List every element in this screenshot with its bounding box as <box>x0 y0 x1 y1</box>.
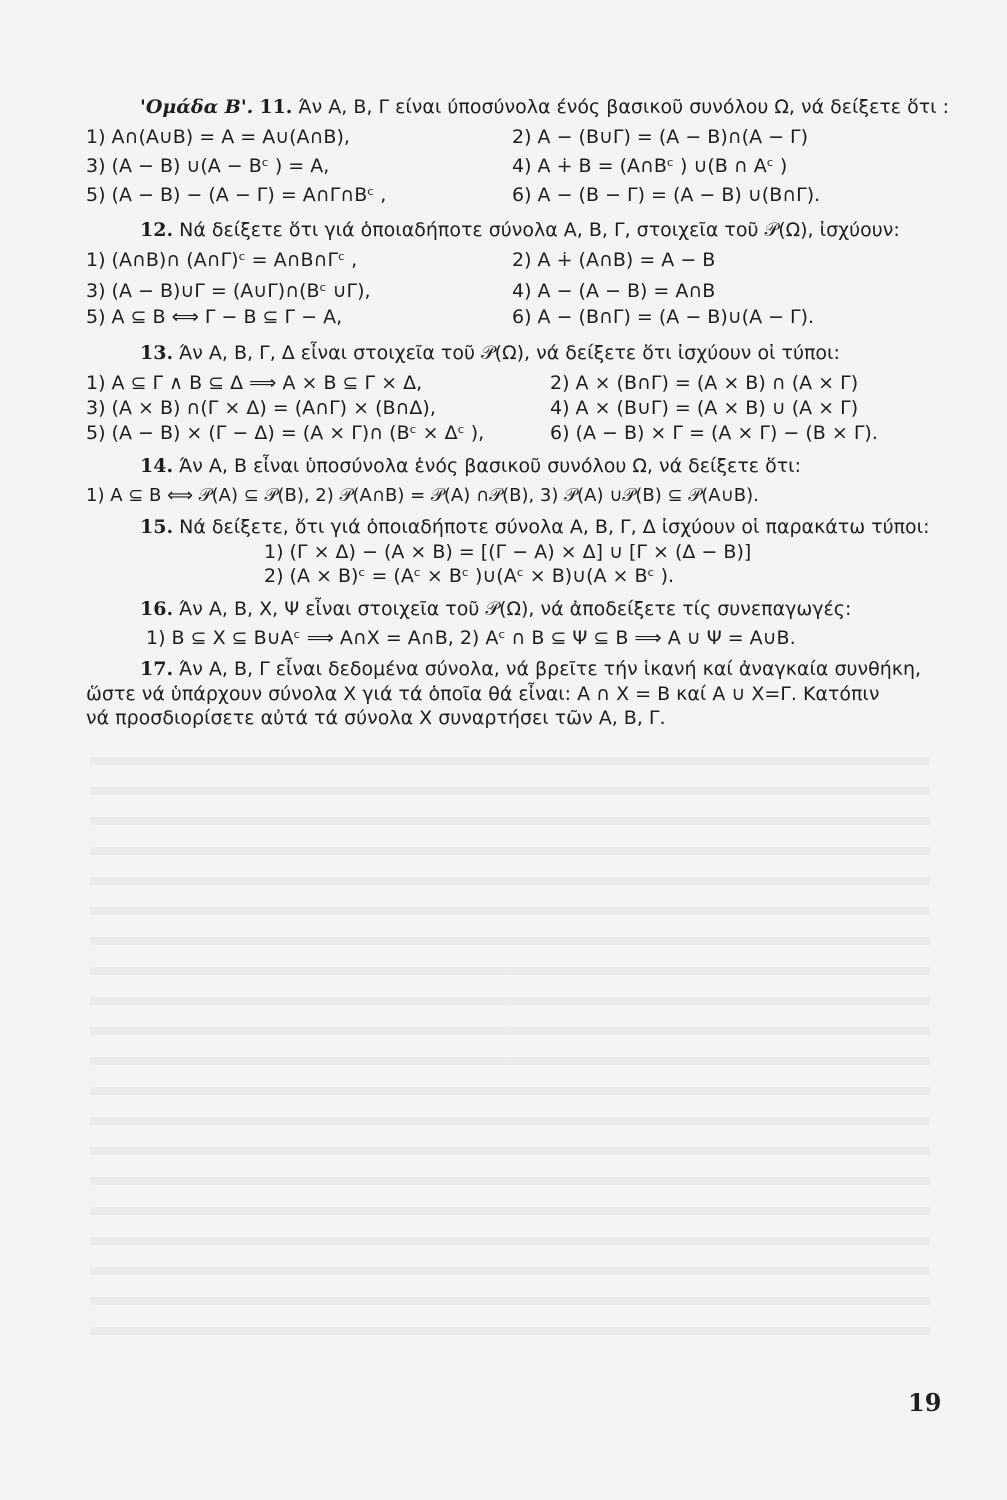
group-heading: 'Ομάδα Β'. <box>140 96 254 118</box>
exercise-text: Νά δείξετε ὅτι γιά ὁποιαδήποτε σύνολα Α, Β, Γ, στοιχεῖα τοῦ 𝒫(Ω), ἰσχύουν: <box>179 219 900 241</box>
formula-line: 5) (Α − Β) × (Γ − Δ) = (Α × Γ)∩ (Βᶜ × Δᶜ ), <box>86 422 485 444</box>
exercise-text: Νά δείξετε, ὅτι γιά ὁποιαδήποτε σύνολα Α, Β, Γ, Δ ἰσχύουν οἱ παρακάτω τύποι: <box>179 516 930 538</box>
exercise-text: Άν Α, Β, Χ, Ψ εἶναι στοιχεῖα τοῦ 𝒫(Ω), νά ἀποδείξετε τίς συνεπαγωγές: <box>179 598 852 620</box>
exercise-14-intro <box>140 454 801 478</box>
exercise-16-intro <box>140 597 851 621</box>
exercise-number: 15. <box>140 516 174 538</box>
exercise-13-intro <box>140 341 840 365</box>
formula-line: 1) Α ⊆ Γ ∧ Β ⊆ Δ ⟹ Α × Β ⊆ Γ × Δ, <box>86 372 423 394</box>
exercise-12-intro <box>140 218 900 242</box>
exercise-number: 12. <box>140 219 174 241</box>
bleed-through-shading <box>90 735 930 1355</box>
formula-line: 2) (Α × Β)ᶜ = (Αᶜ × Βᶜ )∪(Αᶜ × Β)∪(Α × Βᶜ ). <box>264 565 675 587</box>
formula-line: 3) (Α × Β) ∩(Γ × Δ) = (Α∩Γ) × (Β∩Δ), <box>86 397 436 419</box>
formula-line: 1) (Γ × Δ) − (Α × Β) = [(Γ − Α) × Δ] ∪ [Γ × (Δ − Β)] <box>264 541 752 563</box>
exercise-number: 14. <box>140 455 174 477</box>
exercise-text: Άν Α, Β, Γ εἶναι δεδομένα σύνολα, νά βρεῖτε τήν ἱκανή καί ἀναγκαία συνθήκη, <box>179 658 922 680</box>
formula-line: 4) Α × (Β∪Γ) = (Α × Β) ∪ (Α × Γ) <box>550 397 859 419</box>
exercise-15-intro <box>140 515 930 539</box>
exercise-text: Άν Α, Β εἶναι ὑποσύνολα ἑνός βασικοῦ συνόλου Ω, νά δείξετε ὅτι: <box>179 455 801 477</box>
formula-line: 3) (Α − Β) ∪(Α − Βᶜ ) = Α, <box>86 155 330 177</box>
exercise-number: 17. <box>140 658 174 680</box>
formula-line: 2) Α ∔ (Α∩Β) = Α − Β <box>512 249 716 271</box>
formula-line: 1) Α∩(Α∪Β) = Α = Α∪(Α∩Β), <box>86 126 350 148</box>
formula-line: 6) Α − (Β − Γ) = (Α − Β) ∪(Β∩Γ). <box>512 184 821 206</box>
formula-line: 3) (Α − Β)∪Γ = (Α∪Γ)∩(Βᶜ ∪Γ), <box>86 280 371 302</box>
exercise-number: 11. <box>259 96 293 118</box>
exercise-17-line-3: νά προσδιορίσετε αὐτά τά σύνολα Χ συναρτήσει τῶν Α, Β, Γ. <box>86 707 666 729</box>
formula-line: 2) Α × (Β∩Γ) = (Α × Β) ∩ (Α × Γ) <box>550 372 859 394</box>
formula-line: 1) Β ⊆ Χ ⊆ Β∪Αᶜ ⟹ Α∩Χ = Α∩Β, 2) Αᶜ ∩ Β ⊆ Ψ ⊆ Β ⟹ Α ∪ Ψ = Α∪Β. <box>146 627 796 649</box>
formula-line: 1) (Α∩Β)∩ (Α∩Γ)ᶜ = Α∩Β∩Γᶜ , <box>86 249 358 271</box>
exercise-17-line-1 <box>140 657 921 681</box>
exercise-11-intro <box>140 95 949 119</box>
formula-line: 5) (Α − Β) − (Α − Γ) = Α∩Γ∩Βᶜ , <box>86 184 387 206</box>
exercise-17-line-2: ὥστε νά ὑπάρχουν σύνολα Χ γιά τά ὁποῖα θά εἶναι: Α ∩ Χ = Β καί Α ∪ Χ=Γ. Κατόπιν <box>86 683 880 705</box>
exercise-number: 16. <box>140 598 174 620</box>
exercise-number: 13. <box>140 342 174 364</box>
page-number: 19 <box>908 1388 942 1417</box>
formula-line: 4) Α − (Α − Β) = Α∩Β <box>512 280 716 302</box>
exercise-text: Άν Α, Β, Γ, Δ εἶναι στοιχεῖα τοῦ 𝒫(Ω), νά δείξετε ὅτι ἰσχύουν οἱ τύποι: <box>179 342 840 364</box>
formula-line: 4) Α ∔ Β = (Α∩Βᶜ ) ∪(Β ∩ Αᶜ ) <box>512 155 788 177</box>
exercise-text: Άν Α, Β, Γ είναι ύποσύνολα ένός βασικοῦ συνόλου Ω, νά δείξετε ὅτι : <box>298 96 950 118</box>
formula-line: 6) (Α − Β) × Γ = (Α × Γ) − (Β × Γ). <box>550 422 878 444</box>
formula-line: 6) Α − (Β∩Γ) = (Α − Β)∪(Α − Γ). <box>512 306 815 328</box>
formula-line: 2) Α − (Β∪Γ) = (Α − Β)∩(Α − Γ) <box>512 126 809 148</box>
formula-line: 1) Α ⊆ Β ⟺ 𝒫(Α) ⊆ 𝒫(Β), 2) 𝒫(Α∩Β) = 𝒫(Α) ∩𝒫(Β), 3) 𝒫(Α) ∪𝒫(Β) ⊆ 𝒫(Α∪Β). <box>86 485 759 506</box>
formula-line: 5) Α ⊆ Β ⟺ Γ − Β ⊆ Γ − Α, <box>86 306 343 328</box>
